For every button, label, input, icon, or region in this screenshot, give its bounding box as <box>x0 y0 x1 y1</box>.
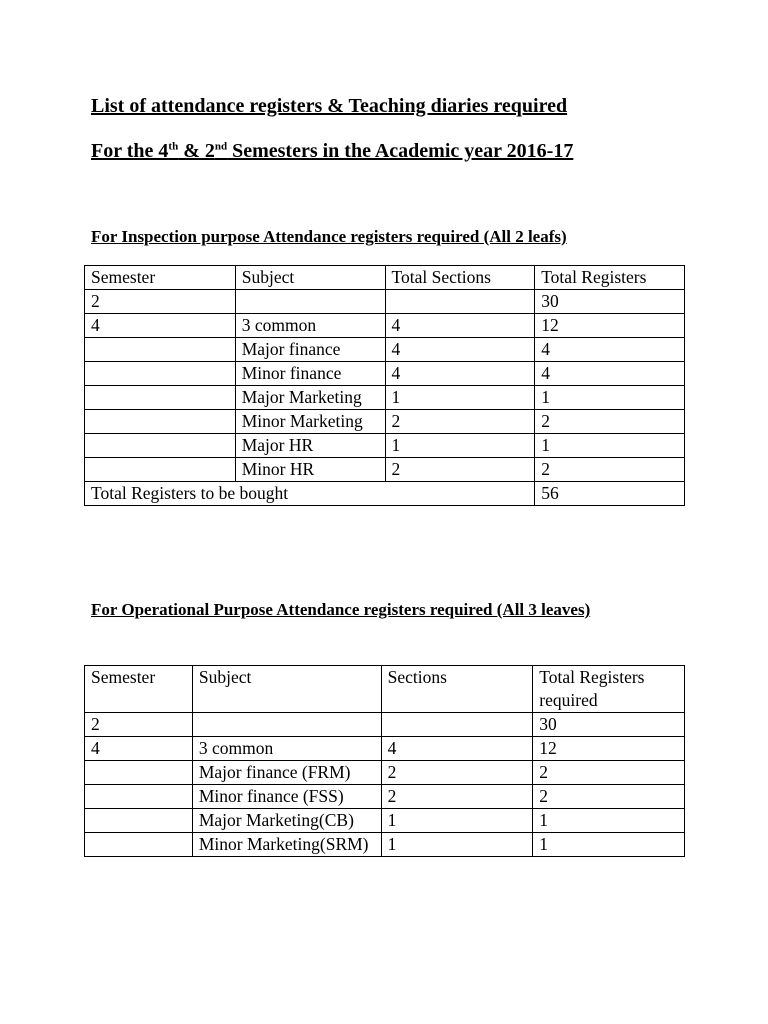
column-header: Total Registers required <box>533 666 685 713</box>
table-cell: 2 <box>381 785 533 809</box>
column-header: Subject <box>235 266 385 290</box>
table-row <box>85 386 685 410</box>
table-cell: 2 <box>381 761 533 785</box>
operational-table <box>84 665 685 857</box>
table-row <box>85 785 685 809</box>
table-cell: 1 <box>381 809 533 833</box>
table-cell <box>381 713 533 737</box>
table-cell: 12 <box>533 737 685 761</box>
table-cell: 4 <box>85 314 236 338</box>
total-value: 56 <box>535 482 685 506</box>
table-cell: 2 <box>533 761 685 785</box>
table-cell: 3 common <box>192 737 381 761</box>
table-cell: 2 <box>85 713 193 737</box>
table-cell: 1 <box>533 809 685 833</box>
table-cell: 30 <box>533 713 685 737</box>
table-cell: 3 common <box>235 314 385 338</box>
table-cell: 2 <box>85 290 236 314</box>
table-cell: Major Marketing(CB) <box>192 809 381 833</box>
table-cell: 1 <box>385 434 535 458</box>
table-cell: 1 <box>385 386 535 410</box>
table-cell: 1 <box>535 386 685 410</box>
subtitle-part-1: For the 4 <box>91 140 169 162</box>
table-cell: 4 <box>385 362 535 386</box>
table-cell: 2 <box>385 410 535 434</box>
table-cell: 4 <box>85 737 193 761</box>
inspection-table <box>84 265 685 506</box>
page-subtitle <box>91 140 573 163</box>
subtitle-sup-1: th <box>168 140 179 153</box>
table-cell <box>85 761 193 785</box>
table-cell <box>85 338 236 362</box>
subtitle-part-3: Semesters in the Academic year 2016-17 <box>227 140 574 162</box>
table-row <box>85 314 685 338</box>
table-row <box>85 809 685 833</box>
page-title: List of attendance registers & Teaching diaries required <box>91 95 568 117</box>
column-header: Semester <box>85 666 193 713</box>
table-cell: Major finance <box>235 338 385 362</box>
table-cell: Minor Marketing(SRM) <box>192 833 381 857</box>
table-row <box>85 833 685 857</box>
total-row <box>85 482 685 506</box>
table-cell: 12 <box>535 314 685 338</box>
subtitle-part-2: & 2 <box>178 140 215 162</box>
table-cell: Minor finance (FSS) <box>192 785 381 809</box>
table-cell <box>85 434 236 458</box>
table-header-row <box>85 666 685 713</box>
table-cell: 1 <box>381 833 533 857</box>
table-row <box>85 434 685 458</box>
table-cell: Minor finance <box>235 362 385 386</box>
column-header: Total Registers <box>535 266 685 290</box>
table-cell: 1 <box>535 434 685 458</box>
table-cell <box>85 833 193 857</box>
table-cell: 4 <box>535 362 685 386</box>
table-cell: 4 <box>381 737 533 761</box>
table-cell <box>85 785 193 809</box>
table-row <box>85 713 685 737</box>
table-cell <box>85 386 236 410</box>
column-header: Subject <box>192 666 381 713</box>
table-cell <box>85 410 236 434</box>
table-cell: Major HR <box>235 434 385 458</box>
table-cell: 4 <box>385 338 535 362</box>
total-label: Total Registers to be bought <box>85 482 535 506</box>
table-cell: Minor HR <box>235 458 385 482</box>
table-cell: 30 <box>535 290 685 314</box>
table-cell: 2 <box>533 785 685 809</box>
table-row <box>85 410 685 434</box>
table-row <box>85 338 685 362</box>
table-header-row <box>85 266 685 290</box>
table-row <box>85 362 685 386</box>
table-row <box>85 458 685 482</box>
table-cell: Major finance (FRM) <box>192 761 381 785</box>
table-cell <box>235 290 385 314</box>
table-cell: Major Marketing <box>235 386 385 410</box>
column-header: Sections <box>381 666 533 713</box>
table-cell <box>385 290 535 314</box>
table-cell <box>85 362 236 386</box>
table-cell: Minor Marketing <box>235 410 385 434</box>
table-cell: 2 <box>385 458 535 482</box>
column-header: Semester <box>85 266 236 290</box>
operational-heading: For Operational Purpose Attendance registers required (All 3 leaves) <box>91 600 591 619</box>
subtitle-sup-2: nd <box>214 140 228 153</box>
table-cell: 4 <box>385 314 535 338</box>
table-cell: 4 <box>535 338 685 362</box>
table-row <box>85 737 685 761</box>
table-row <box>85 761 685 785</box>
table-cell: 2 <box>535 410 685 434</box>
inspection-heading: For Inspection purpose Attendance registers required (All 2 leafs) <box>91 227 567 246</box>
table-cell <box>85 809 193 833</box>
table-cell <box>192 713 381 737</box>
table-row <box>85 290 685 314</box>
table-cell: 1 <box>533 833 685 857</box>
table-cell <box>85 458 236 482</box>
column-header: Total Sections <box>385 266 535 290</box>
table-cell: 2 <box>535 458 685 482</box>
